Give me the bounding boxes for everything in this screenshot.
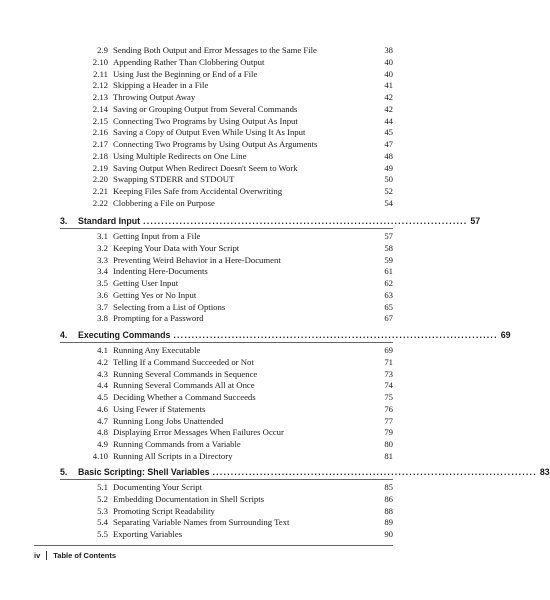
toc-entry[interactable]: [60, 69, 393, 81]
toc-entry-page: 63: [384, 289, 393, 300]
toc-entry-number: 2.9: [97, 45, 108, 55]
toc-entry-page: 74: [384, 380, 393, 391]
toc-entry-number: 4.6: [97, 403, 108, 414]
toc-entry-page: 77: [384, 415, 393, 426]
toc-chapter-5-section: [60, 465, 550, 541]
toc-entry[interactable]: [60, 198, 393, 210]
toc-entry-title: Selecting from a List of Options: [113, 301, 226, 312]
toc-entry-page: 40: [384, 56, 393, 67]
toc-entry-number: 3.4: [97, 266, 108, 277]
toc-entry[interactable]: [60, 302, 393, 314]
toc-entry-number: 2.22: [92, 197, 108, 208]
toc-entry-number: 2.11: [93, 68, 108, 79]
toc-entry-number: 2.20: [92, 174, 108, 185]
toc-entry[interactable]: [60, 345, 393, 357]
toc-entry[interactable]: [60, 290, 393, 302]
toc-chapter-page: 57: [470, 216, 481, 226]
toc-entry-page: 90: [384, 529, 393, 539]
toc-entry-title: Running Long Jobs Unattended: [113, 415, 224, 426]
toc-entry-number: 3.3: [97, 254, 108, 265]
toc-entry-page: 71: [384, 356, 393, 367]
toc-entry-page: 45: [384, 127, 393, 138]
toc-entry-page: 75: [384, 392, 393, 402]
toc-entry-number: 4.7: [97, 415, 108, 426]
toc-entry-page: 42: [384, 103, 393, 114]
toc-entry-number: 3.7: [97, 301, 108, 312]
toc-chapter-number: 3.: [60, 216, 68, 226]
toc-entry-title: Running Several Commands All at Once: [113, 380, 255, 391]
toc-entry-title: Using Just the Beginning or End of a File: [113, 68, 258, 79]
toc-entry-number: 2.12: [92, 80, 108, 91]
toc-entry-title: Saving a Copy of Output Even While Using It As Input: [113, 127, 306, 138]
toc-entry-number: 3.5: [97, 278, 108, 288]
toc-entry-page: 59: [384, 254, 393, 265]
toc-entry-title: Prompting for a Password: [113, 313, 204, 324]
toc-entry-page: 85: [384, 482, 393, 492]
toc-entry-title: Running All Scripts in a Directory: [113, 450, 233, 461]
toc-entry-number: 4.2: [97, 356, 108, 367]
toc-entry-number: 2.19: [92, 162, 108, 173]
toc-entry-number: 4.1: [97, 345, 108, 355]
toc-entry[interactable]: [60, 57, 393, 69]
toc-entry-number: 2.18: [92, 150, 108, 161]
footer-rule: [34, 545, 393, 546]
toc-entry[interactable]: [60, 439, 393, 451]
toc-entry-page: 49: [384, 162, 393, 173]
toc-chapter-4-section: [60, 328, 511, 463]
toc-entry-title: Telling If a Command Succeeded or Not: [113, 356, 254, 367]
toc-chapter-page: 83: [539, 467, 550, 477]
toc-entry[interactable]: [60, 266, 393, 278]
toc-entry-page: 69: [384, 345, 393, 355]
toc-entry-title: Connecting Two Programs by Using Output As Arguments: [113, 139, 318, 149]
toc-entry-title: Clobbering a File on Purpose: [113, 197, 215, 208]
toc-entry-number: 2.13: [92, 92, 108, 102]
toc-entry[interactable]: [60, 163, 393, 175]
toc-entry-title: Using Multiple Redirects on One Line: [113, 150, 247, 161]
toc-entry[interactable]: [60, 529, 393, 541]
toc-entry[interactable]: [60, 313, 393, 325]
toc-chapter-heading[interactable]: [60, 328, 511, 343]
toc-entry-page: 88: [384, 505, 393, 516]
toc-entry[interactable]: [60, 127, 393, 139]
toc-entry-title: Preventing Weird Behavior in a Here-Document: [113, 254, 281, 265]
toc-entry[interactable]: [60, 392, 393, 404]
toc-entry-number: 2.17: [92, 139, 108, 149]
toc-entry[interactable]: [60, 151, 393, 163]
toc-entry[interactable]: [60, 416, 393, 428]
toc-entry-page: 62: [384, 278, 393, 288]
toc-entry-number: 4.9: [97, 439, 108, 449]
toc-entry[interactable]: [60, 404, 393, 416]
toc-chapter-title: Basic Scripting: Shell Variables: [78, 467, 210, 477]
toc-entry-page: 73: [384, 368, 393, 379]
toc-entry-title: Promoting Script Readability: [113, 505, 215, 516]
toc-entry-title: Keeping Your Data with Your Script: [113, 242, 240, 253]
toc-entry-page: 47: [384, 139, 393, 149]
toc-entry-number: 5.2: [97, 493, 108, 504]
toc-entry[interactable]: [60, 139, 393, 151]
toc-entry-number: 3.1: [97, 231, 108, 241]
toc-entry-page: 44: [384, 115, 393, 126]
toc-entry-number: 5.3: [97, 505, 108, 516]
toc-entry-title: Running Several Commands in Sequence: [113, 368, 258, 379]
toc-entry[interactable]: [60, 506, 393, 518]
toc-entry[interactable]: [60, 243, 393, 255]
toc-entry[interactable]: [60, 116, 393, 128]
toc-entry-title: Keeping Files Safe from Accidental Overwriting: [113, 186, 283, 196]
toc-entry-title: Running Commands from a Variable: [113, 439, 241, 449]
toc-entry-number: 2.16: [92, 127, 108, 138]
toc-entry-number: 4.10: [92, 450, 108, 461]
toc-entry[interactable]: [60, 80, 393, 92]
toc-entry-page: 42: [384, 92, 393, 102]
toc-chapter-heading[interactable]: [60, 214, 481, 229]
footer-separator: [46, 551, 47, 560]
footer-page-number: iv: [34, 551, 41, 560]
toc-entry-page: 80: [384, 439, 393, 449]
toc-entry-page: 54: [384, 197, 393, 208]
toc-entry-title: Getting User Input: [113, 278, 179, 288]
toc-entry[interactable]: [60, 451, 393, 463]
toc-chapter-entries: [60, 231, 393, 325]
toc-chapter-3-section: [60, 214, 481, 325]
toc-entry-page: 52: [384, 186, 393, 196]
toc-entry-number: 3.6: [97, 289, 108, 300]
page-footer: [34, 551, 116, 560]
toc-entry-number: 4.3: [97, 368, 108, 379]
toc-entry-title: Embedding Documentation in Shell Scripts: [113, 493, 265, 504]
toc-entry[interactable]: [60, 278, 393, 290]
toc-entry-title: Getting Input from a File: [113, 231, 201, 241]
toc-entry-title: Connecting Two Programs by Using Output As Input: [113, 115, 298, 126]
toc-entry-title: Saving Output When Redirect Doesn't Seem to Work: [113, 162, 298, 173]
toc-entry-number: 5.5: [97, 529, 108, 539]
toc-entry-page: 57: [384, 231, 393, 241]
toc-entry-title: Running Any Executable: [113, 345, 201, 355]
toc-entry[interactable]: [60, 255, 393, 267]
toc-entry-title: Skipping a Header in a File: [113, 80, 209, 91]
toc-entry-title: Throwing Output Away: [113, 92, 196, 102]
toc-continued-section: [60, 45, 393, 210]
toc-entry-title: Documenting Your Script: [113, 482, 203, 492]
toc-entry[interactable]: [60, 369, 393, 381]
toc-entry[interactable]: [60, 186, 393, 198]
toc-entry-page: 89: [384, 517, 393, 528]
toc-entry-number: 4.4: [97, 380, 108, 391]
toc-entry-number: 3.2: [97, 242, 108, 253]
toc-dot-leader: .........................................................................................: [212, 467, 537, 477]
toc-entry-title: Sending Both Output and Error Messages to the Same File: [113, 45, 317, 55]
toc-entry[interactable]: [60, 357, 393, 369]
toc-chapter-title: Executing Commands: [78, 330, 171, 340]
toc-entry-title: Separating Variable Names from Surrounding Text: [113, 517, 290, 528]
toc-entry-page: 48: [384, 150, 393, 161]
toc-entry-page: 76: [384, 403, 393, 414]
toc-entry-number: 5.1: [97, 482, 108, 492]
toc-chapter-title: Standard Input: [78, 216, 141, 226]
toc-chapter-entries: [60, 345, 393, 463]
toc-entry[interactable]: [60, 174, 393, 186]
toc-entry-title: Indenting Here-Documents: [113, 266, 208, 277]
toc-entry-title: Saving or Grouping Output from Several Commands: [113, 103, 298, 114]
toc-dot-leader: .........................................................................................: [143, 216, 468, 226]
footer-title: Table of Contents: [53, 551, 117, 560]
toc-dot-leader: .........................................................................................: [173, 330, 498, 340]
toc-chapter-page: 69: [500, 330, 511, 340]
toc-entry-page: 86: [384, 493, 393, 504]
toc-entry-number: 2.10: [92, 56, 108, 67]
toc-entry-title: Using Fewer if Statements: [113, 403, 206, 414]
toc-entry-number: 2.21: [92, 186, 108, 196]
toc-entry-number: 4.8: [97, 427, 108, 438]
toc-entry[interactable]: [60, 517, 393, 529]
toc-entry-title: Exporting Variables: [113, 529, 183, 539]
toc-entry-number: 5.4: [97, 517, 108, 528]
toc-entry-page: 81: [384, 450, 393, 461]
toc-chapter-number: 5.: [60, 467, 68, 477]
toc-entry-title: Getting Yes or No Input: [113, 289, 197, 300]
toc-entry-number: 3.8: [97, 313, 108, 324]
toc-entry-page: 41: [384, 80, 393, 91]
toc-entry[interactable]: [60, 104, 393, 116]
toc-entry-title: Displaying Error Messages When Failures Occur: [113, 427, 284, 438]
toc-entry[interactable]: [60, 482, 393, 494]
toc-entry-page: 61: [384, 266, 393, 277]
toc-entry-number: 4.5: [97, 392, 108, 402]
toc-entry[interactable]: [60, 380, 393, 392]
toc-entry-title: Swapping STDERR and STDOUT: [113, 174, 235, 185]
toc-chapter-entries: [60, 482, 393, 541]
toc-entry-title: Deciding Whether a Command Succeeds: [113, 392, 256, 402]
toc-chapter-heading[interactable]: [60, 465, 550, 480]
toc-entry-page: 50: [384, 174, 393, 185]
toc-entry[interactable]: [60, 494, 393, 506]
toc-chapter-number: 4.: [60, 330, 68, 340]
toc-entry[interactable]: [60, 45, 393, 57]
toc-entry-number: 2.14: [92, 103, 108, 114]
toc-entry-title: Appending Rather Than Clobbering Output: [113, 56, 265, 67]
toc-entry-page: 65: [384, 301, 393, 312]
toc-entry-page: 38: [384, 45, 393, 55]
toc-entry-page: 58: [384, 242, 393, 253]
toc-entry-page: 40: [384, 68, 393, 79]
toc-entry[interactable]: [60, 92, 393, 104]
toc-entry[interactable]: [60, 231, 393, 243]
toc-entry-page: 67: [384, 313, 393, 324]
toc-entry-page: 79: [384, 427, 393, 438]
toc-entry-number: 2.15: [92, 115, 108, 126]
toc-entry[interactable]: [60, 427, 393, 439]
